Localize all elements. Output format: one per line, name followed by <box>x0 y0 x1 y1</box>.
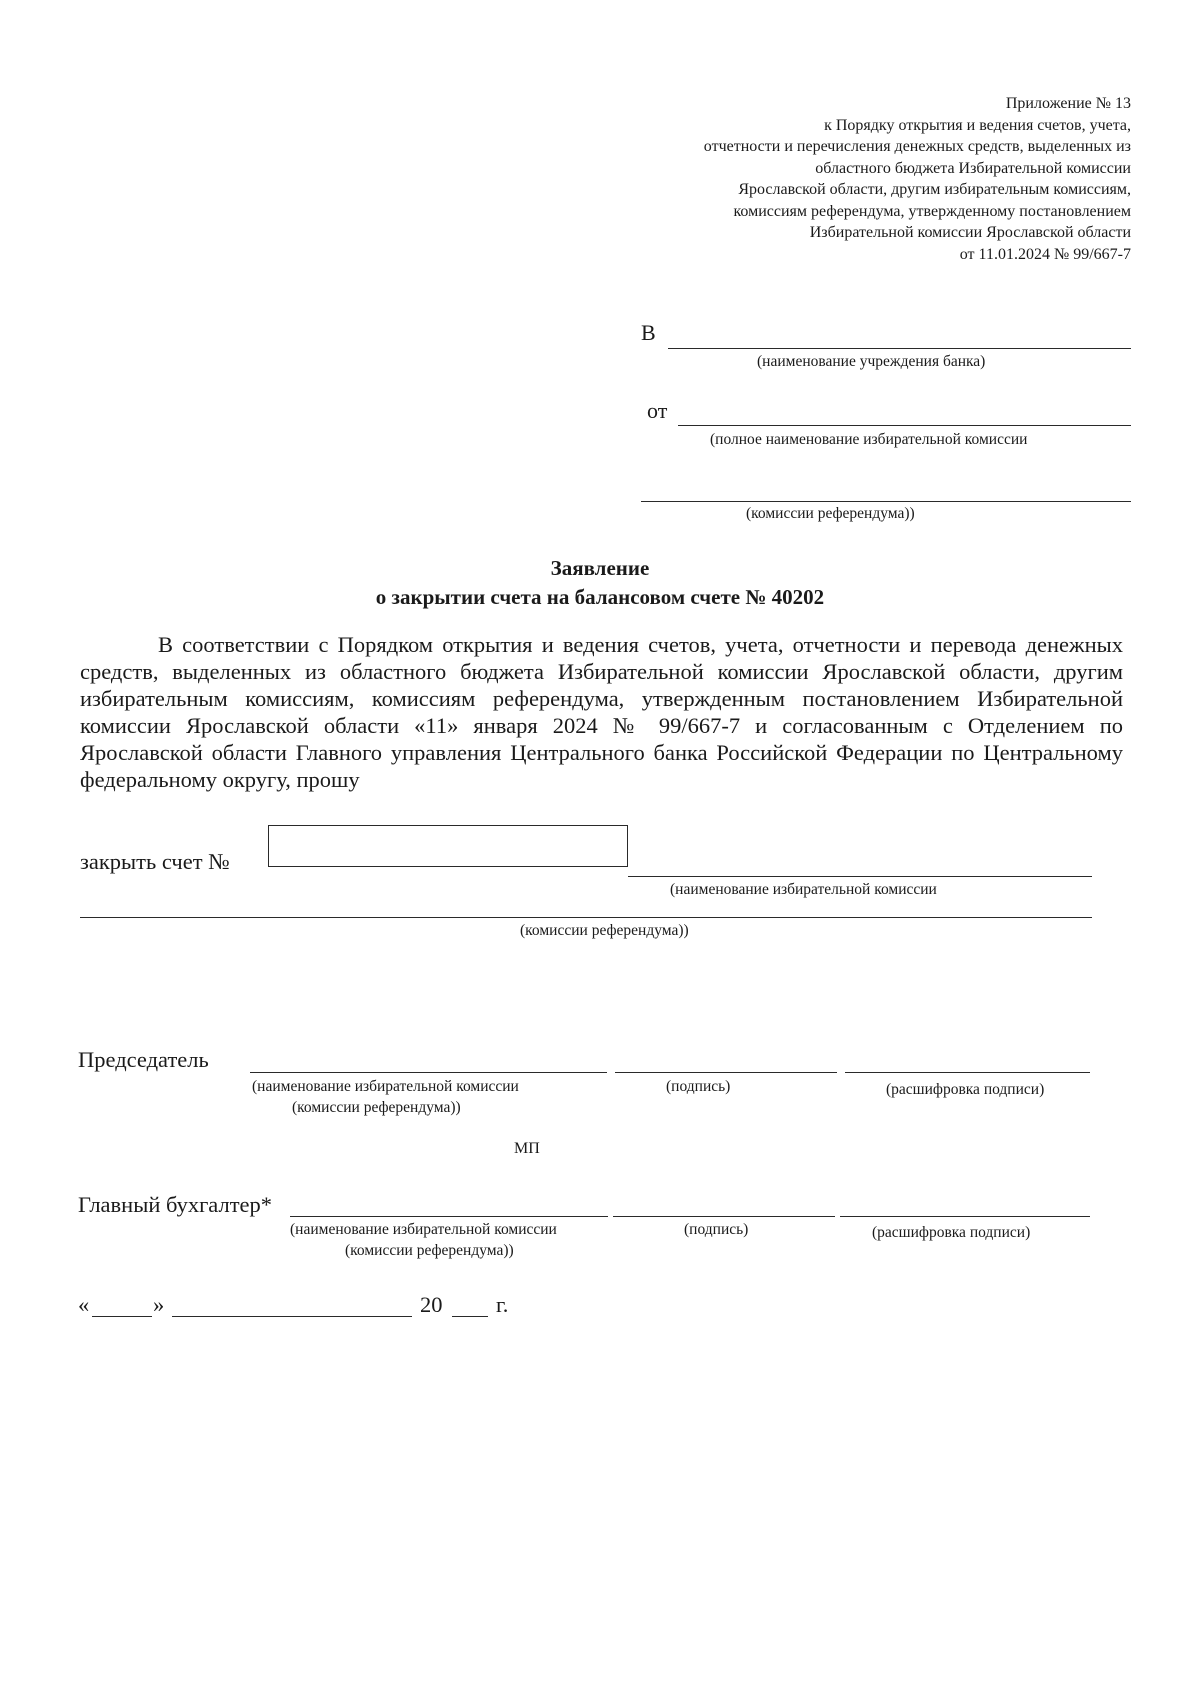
appendix-line: областного бюджета Избирательной комиссии <box>815 159 1131 177</box>
appendix-line: Избирательной комиссии Ярославской области <box>809 224 1131 241</box>
close-account-commission-line-2[interactable] <box>80 917 1092 918</box>
document-subtitle: о закрытии счета на балансовом счете № 40202 <box>375 585 825 609</box>
document-title: Заявление <box>550 556 650 580</box>
accountant-decode-line[interactable] <box>840 1216 1090 1217</box>
commission-name-caption: (полное наименование избирательной комиссии <box>710 431 1028 448</box>
date-year-prefix: 20 <box>420 1292 443 1317</box>
chairman-name-caption: (наименование избирательной комиссии <box>252 1078 519 1095</box>
chairman-signature-line[interactable] <box>615 1072 837 1073</box>
accountant-decode-caption: (расшифровка подписи) <box>872 1224 1031 1241</box>
chairman-decode-line[interactable] <box>845 1072 1090 1073</box>
date-day-line[interactable] <box>92 1316 152 1317</box>
accountant-signature-line[interactable] <box>613 1216 835 1217</box>
account-number-box[interactable] <box>268 825 628 867</box>
date-open-quote: « <box>78 1292 90 1317</box>
bank-name-line[interactable] <box>668 348 1131 349</box>
bank-name-caption: (наименование учреждения банка) <box>757 353 986 370</box>
from-label: от <box>647 398 668 423</box>
appendix-line: Приложение № 13 <box>1005 95 1131 112</box>
date-year-line[interactable] <box>452 1316 488 1317</box>
date-year-suffix: г. <box>496 1292 509 1317</box>
accountant-name-caption-2: (комиссии референдума)) <box>345 1242 514 1259</box>
accountant-label: Главный бухгалтер* <box>78 1192 273 1217</box>
appendix-header <box>531 93 1131 265</box>
accountant-name-line[interactable] <box>290 1216 608 1217</box>
chairman-label: Председатель <box>78 1047 209 1072</box>
to-label: В <box>641 320 656 345</box>
date-close-quote: » <box>153 1292 165 1317</box>
commission-name-line-2[interactable] <box>641 501 1131 502</box>
accountant-signature-caption: (подпись) <box>684 1221 749 1238</box>
commission-name-line[interactable] <box>678 425 1131 426</box>
close-account-caption-2: (комиссии референдума)) <box>520 922 689 939</box>
close-account-label: закрыть счет № <box>80 849 230 874</box>
chairman-name-caption-2: (комиссии референдума)) <box>292 1099 461 1116</box>
appendix-line: Ярославской области, другим избирательным комиссиям, <box>738 181 1131 198</box>
commission-name-caption-2: (комиссии референдума)) <box>746 505 915 522</box>
accountant-name-caption: (наименование избирательной комиссии <box>290 1221 557 1238</box>
chairman-name-line[interactable] <box>250 1072 607 1073</box>
close-account-commission-line[interactable] <box>628 876 1092 877</box>
appendix-line: отчетности и перечисления денежных средств, выделенных из <box>703 138 1131 155</box>
chairman-signature-caption: (подпись) <box>666 1078 731 1095</box>
body-paragraph: В соответствии с Порядком открытия и ведения счетов, учета, отчетности и перевода денежных средств, выделенных из областного бюджета Избирательной комиссии Ярославской области, другим избирательным комиссиям, комиссиям референдума, утвержденным постановлением Избирательной комиссии Ярославской области «11» января 2024 № 99/667-7 и согласованным с Отделением по Ярославской области Главного управления Центрального банка Российской Федерации по Центральному федеральному округу, прошу <box>80 632 1123 792</box>
appendix-line: комиссиям референдума, утвержденному постановлением <box>733 202 1131 220</box>
appendix-line: от 11.01.2024 № 99/667-7 <box>959 245 1131 263</box>
date-month-line[interactable] <box>172 1316 412 1317</box>
stamp-place-label: МП <box>514 1140 540 1157</box>
appendix-line: к Порядку открытия и ведения счетов, учета, <box>824 116 1131 134</box>
chairman-decode-caption: (расшифровка подписи) <box>886 1081 1045 1098</box>
close-account-caption: (наименование избирательной комиссии <box>670 881 937 898</box>
